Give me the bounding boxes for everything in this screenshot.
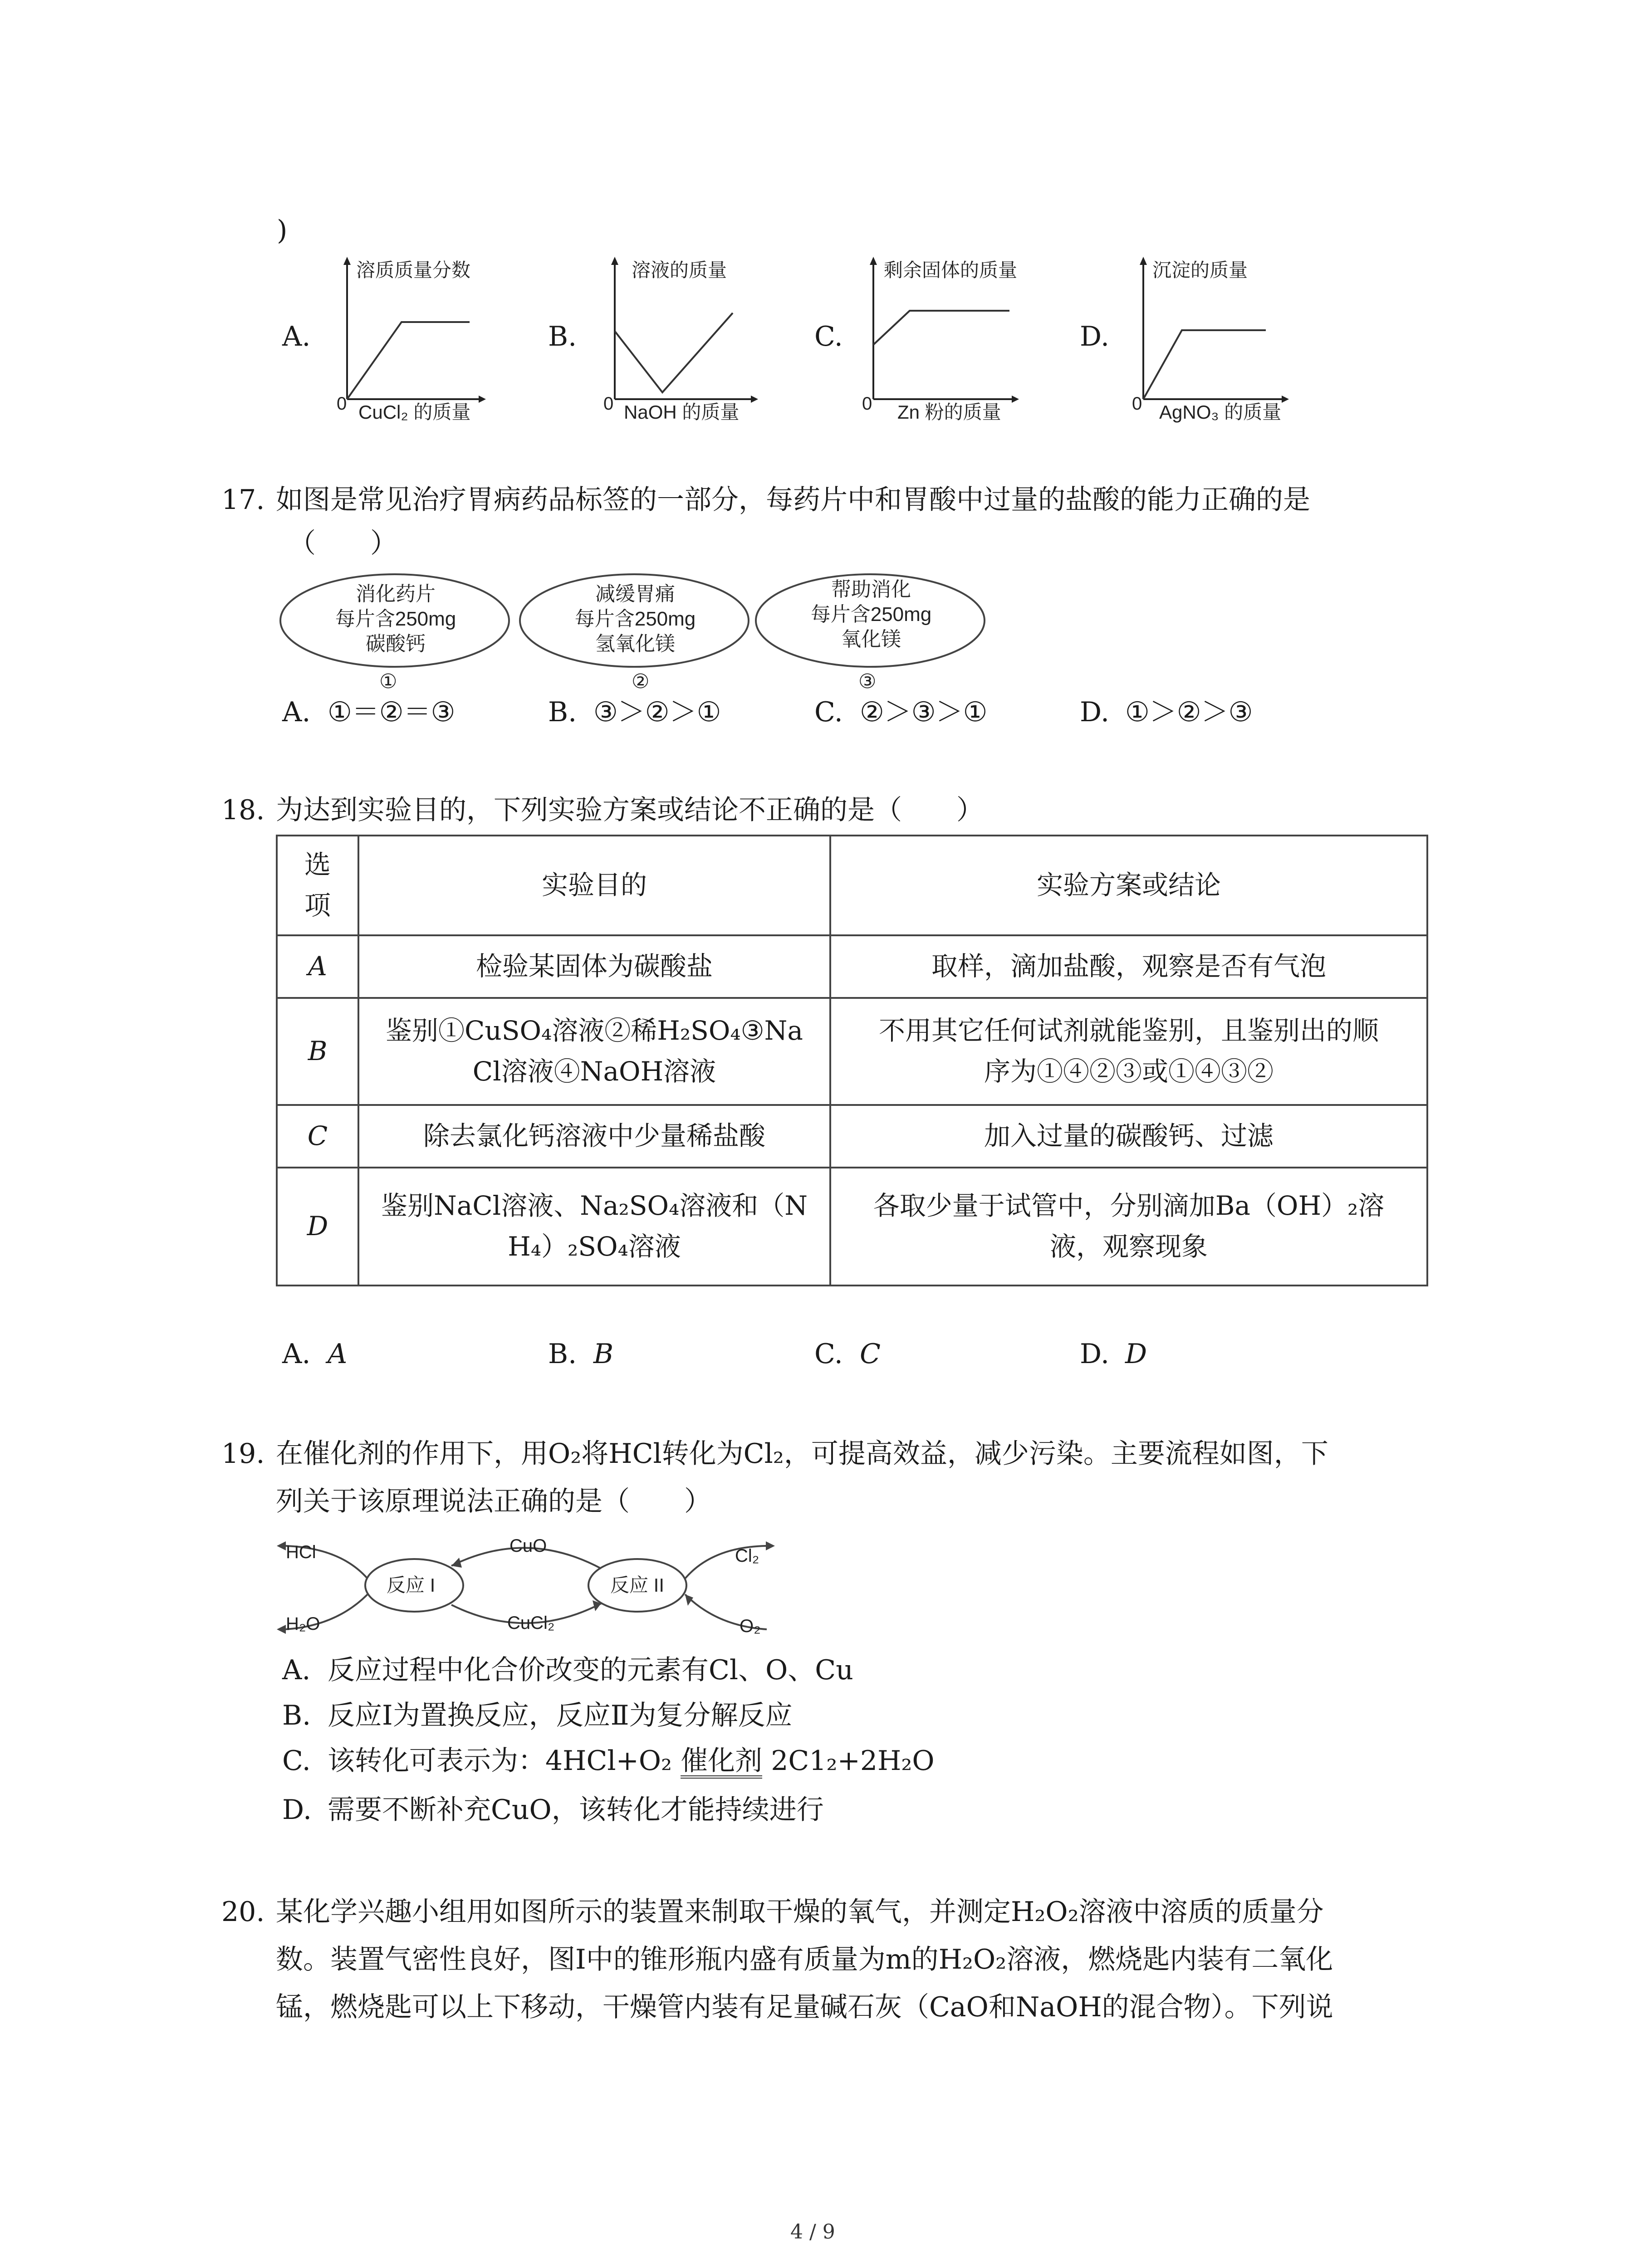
row-d-purpose [358, 1168, 830, 1286]
q20-line1: 某化学兴趣小组用如图所示的装置来制取干燥的氧气，并测定H₂O₂溶液中溶质的质量分 [276, 1896, 1324, 1928]
q19-option-b-text: 反应I为置换反应，反应Ⅱ为复分解反应 [328, 1700, 793, 1731]
row-c-purpose: 除去氯化钙溶液中少量稀盐酸 [358, 1105, 830, 1168]
page-number: 4 / 9 [790, 2220, 835, 2244]
q18-option-a-letter: A. [282, 1338, 311, 1370]
q16-graph-a-ylabel: 溶质质量分数 [356, 259, 471, 281]
q19-question-line1: 在催化剂的作用下，用O₂将HCl转化为Cl₂，可提高效益，减少污染。主要流程如图，下 [276, 1438, 1328, 1470]
label-3-line1: 帮助消化 [831, 578, 911, 601]
flow-cuo-label: CuO [509, 1536, 547, 1556]
flow-cucl2-label: CuCl₂ [507, 1613, 555, 1633]
q19-question-line2: 列关于该原理说法正确的是（ ） [276, 1486, 711, 1517]
row-b-plan [830, 998, 1427, 1105]
q16-graph-d-origin: 0 [1132, 394, 1142, 414]
table-row [277, 1105, 1427, 1168]
q16-graph-c-ylabel: 剩余固体的质量 [884, 259, 1018, 281]
q19-option-c-reactants: 该转化可表示为：4HCl+O₂ [328, 1745, 681, 1777]
q17-number: 17. [221, 484, 265, 516]
q19-option-d-letter: D. [282, 1794, 312, 1826]
q16-graph-d-xlabel: AgNO₃ 的质量 [1159, 401, 1282, 423]
row-d-plan-line2: 液，观察现象 [1049, 1231, 1208, 1262]
q19-option-b-letter: B. [282, 1700, 311, 1731]
q17-option-b-letter: B. [548, 696, 577, 728]
q17-question: 如图是常见治疗胃病药品标签的一部分，每药片中和胃酸中过量的盐酸的能力正确的是 [276, 484, 1310, 516]
row-c-option: C [277, 1105, 358, 1168]
q19-option-c-catalyst: 催化剂 [681, 1747, 762, 1779]
row-d-option: D [277, 1168, 358, 1286]
label-1-line1: 消化药片 [356, 583, 436, 605]
q18-option-b-letter: B. [548, 1338, 577, 1370]
q16-option-b-letter: B. [548, 321, 577, 352]
q17-option-c-text: ②＞③＞① [860, 696, 988, 728]
row-a-plan: 取样，滴加盐酸，观察是否有气泡 [830, 935, 1427, 998]
row-d-purpose-line2: H₄）₂SO₄溶液 [508, 1231, 681, 1262]
paren-continuation: ) [277, 215, 288, 246]
row-d-purpose-line1: 鉴别NaCl溶液、Na₂SO₄溶液和（N [381, 1190, 808, 1222]
row-b-purpose-line1: 鉴别①CuSO₄溶液②稀H₂SO₄③Na [386, 1015, 803, 1046]
row-b-purpose-line2: Cl溶液④NaOH溶液 [472, 1056, 716, 1087]
table-header-row [277, 836, 1427, 935]
row-a-purpose: 检验某固体为碳酸盐 [358, 935, 830, 998]
q19-option-a-text: 反应过程中化合价改变的元素有Cl、O、Cu [328, 1654, 853, 1686]
q17-option-c-letter: C. [814, 696, 843, 728]
row-d-plan [830, 1168, 1427, 1286]
q20-number: 20. [221, 1896, 265, 1928]
q19-option-c-letter: C. [282, 1745, 311, 1777]
q17-option-a-letter: A. [282, 696, 311, 728]
q17-option-a-text: ①＝②＝③ [328, 696, 456, 728]
q18-number: 18. [221, 794, 265, 826]
table-row [277, 935, 1427, 998]
label-1-number: ① [379, 670, 397, 693]
q18-option-d-letter: D. [1080, 1338, 1110, 1370]
flow-h2o-label: H₂O [286, 1614, 320, 1634]
label-1-line2: 每片含250mg [335, 608, 456, 630]
q16-graph-d-ylabel: 沉淀的质量 [1152, 259, 1248, 281]
q18-option-d-text: D [1125, 1338, 1147, 1370]
q18-option-c-text: C [860, 1338, 881, 1370]
row-d-plan-line1: 各取少量于试管中，分别滴加Ba（OH）₂溶 [873, 1190, 1385, 1222]
label-3-text [758, 577, 985, 652]
row-b-option: B [277, 998, 358, 1105]
q18-question: 为达到实验目的，下列实验方案或结论不正确的是（ ） [276, 794, 984, 826]
row-b-purpose [358, 998, 830, 1105]
q17-option-d-letter: D. [1080, 696, 1110, 728]
header-option-line1: 选 [304, 849, 331, 880]
q16-option-a-letter: A. [282, 321, 311, 352]
label-3-number: ③ [858, 670, 877, 693]
q16-option-d-letter: D. [1080, 321, 1110, 352]
label-2-number: ② [632, 670, 650, 693]
q16-graph-a-xlabel: CuCl₂ 的质量 [358, 401, 471, 423]
q16-graph-b-origin: 0 [603, 394, 614, 414]
q16-graph-b-xlabel: NaOH 的质量 [624, 401, 740, 423]
q18-option-a-text: A [328, 1338, 348, 1370]
q17-option-b-text: ③＞②＞① [593, 696, 721, 728]
row-a-option: A [277, 935, 358, 998]
q16-graph-c-origin: 0 [862, 394, 872, 414]
header-option-line2: 项 [304, 890, 331, 921]
label-1-line3: 碳酸钙 [366, 633, 426, 655]
table-row [277, 998, 1427, 1105]
label-2-line3: 氢氧化镁 [595, 633, 675, 655]
q16-graph-a-origin: 0 [337, 394, 347, 414]
q16-graph-c-xlabel: Zn 粉的质量 [897, 401, 1001, 423]
flow-reaction-1: 反应 I [387, 1574, 436, 1596]
q17-option-d-text: ①＞②＞③ [1125, 696, 1253, 728]
q19-option-a-letter: A. [282, 1654, 311, 1686]
flow-hcl-label: HCl [286, 1542, 316, 1562]
flow-cl2-label: Cl₂ [735, 1546, 759, 1566]
label-2-line2: 每片含250mg [574, 608, 696, 630]
q18-option-b-text: B [593, 1338, 614, 1370]
q20-line2: 数。装置气密性良好，图I中的锥形瓶内盛有质量为m的H₂O₂溶液，燃烧匙内装有二氧化 [276, 1944, 1333, 1975]
table-row [277, 1168, 1427, 1286]
header-option [277, 836, 358, 935]
q19-option-c-text [328, 1747, 935, 1779]
header-plan: 实验方案或结论 [830, 836, 1427, 935]
q19-option-c-products: 2C1₂+2H₂O [762, 1745, 935, 1777]
q18-option-c-letter: C. [814, 1338, 843, 1370]
q19-option-d-text: 需要不断补充CuO，该转化才能持续进行 [328, 1794, 824, 1826]
label-1-text [282, 582, 509, 656]
row-b-plan-line1: 不用其它任何试剂就能鉴别，且鉴别出的顺 [878, 1015, 1379, 1046]
label-2-text [522, 582, 749, 656]
flow-o2-label: O₂ [740, 1616, 761, 1636]
header-purpose: 实验目的 [358, 836, 830, 935]
label-3-line3: 氧化镁 [841, 628, 901, 650]
q19-number: 19. [221, 1438, 265, 1470]
row-b-plan-line2: 序为①④②③或①④③② [984, 1056, 1274, 1087]
q18-table [276, 835, 1428, 1286]
q16-option-c-letter: C. [814, 321, 843, 352]
row-c-plan: 加入过量的碳酸钙、过滤 [830, 1105, 1427, 1168]
label-3-line2: 每片含250mg [810, 603, 932, 626]
q17-answer-paren: （ ） [289, 528, 397, 559]
label-2-line1: 减缓胃痛 [595, 583, 675, 605]
flow-reaction-2: 反应 II [610, 1574, 665, 1596]
q16-graph-b-ylabel: 溶液的质量 [632, 259, 727, 281]
q20-line3: 锰，燃烧匙可以上下移动，干燥管内装有足量碱石灰（CaO和NaOH的混合物）。下列说 [276, 1991, 1333, 2023]
